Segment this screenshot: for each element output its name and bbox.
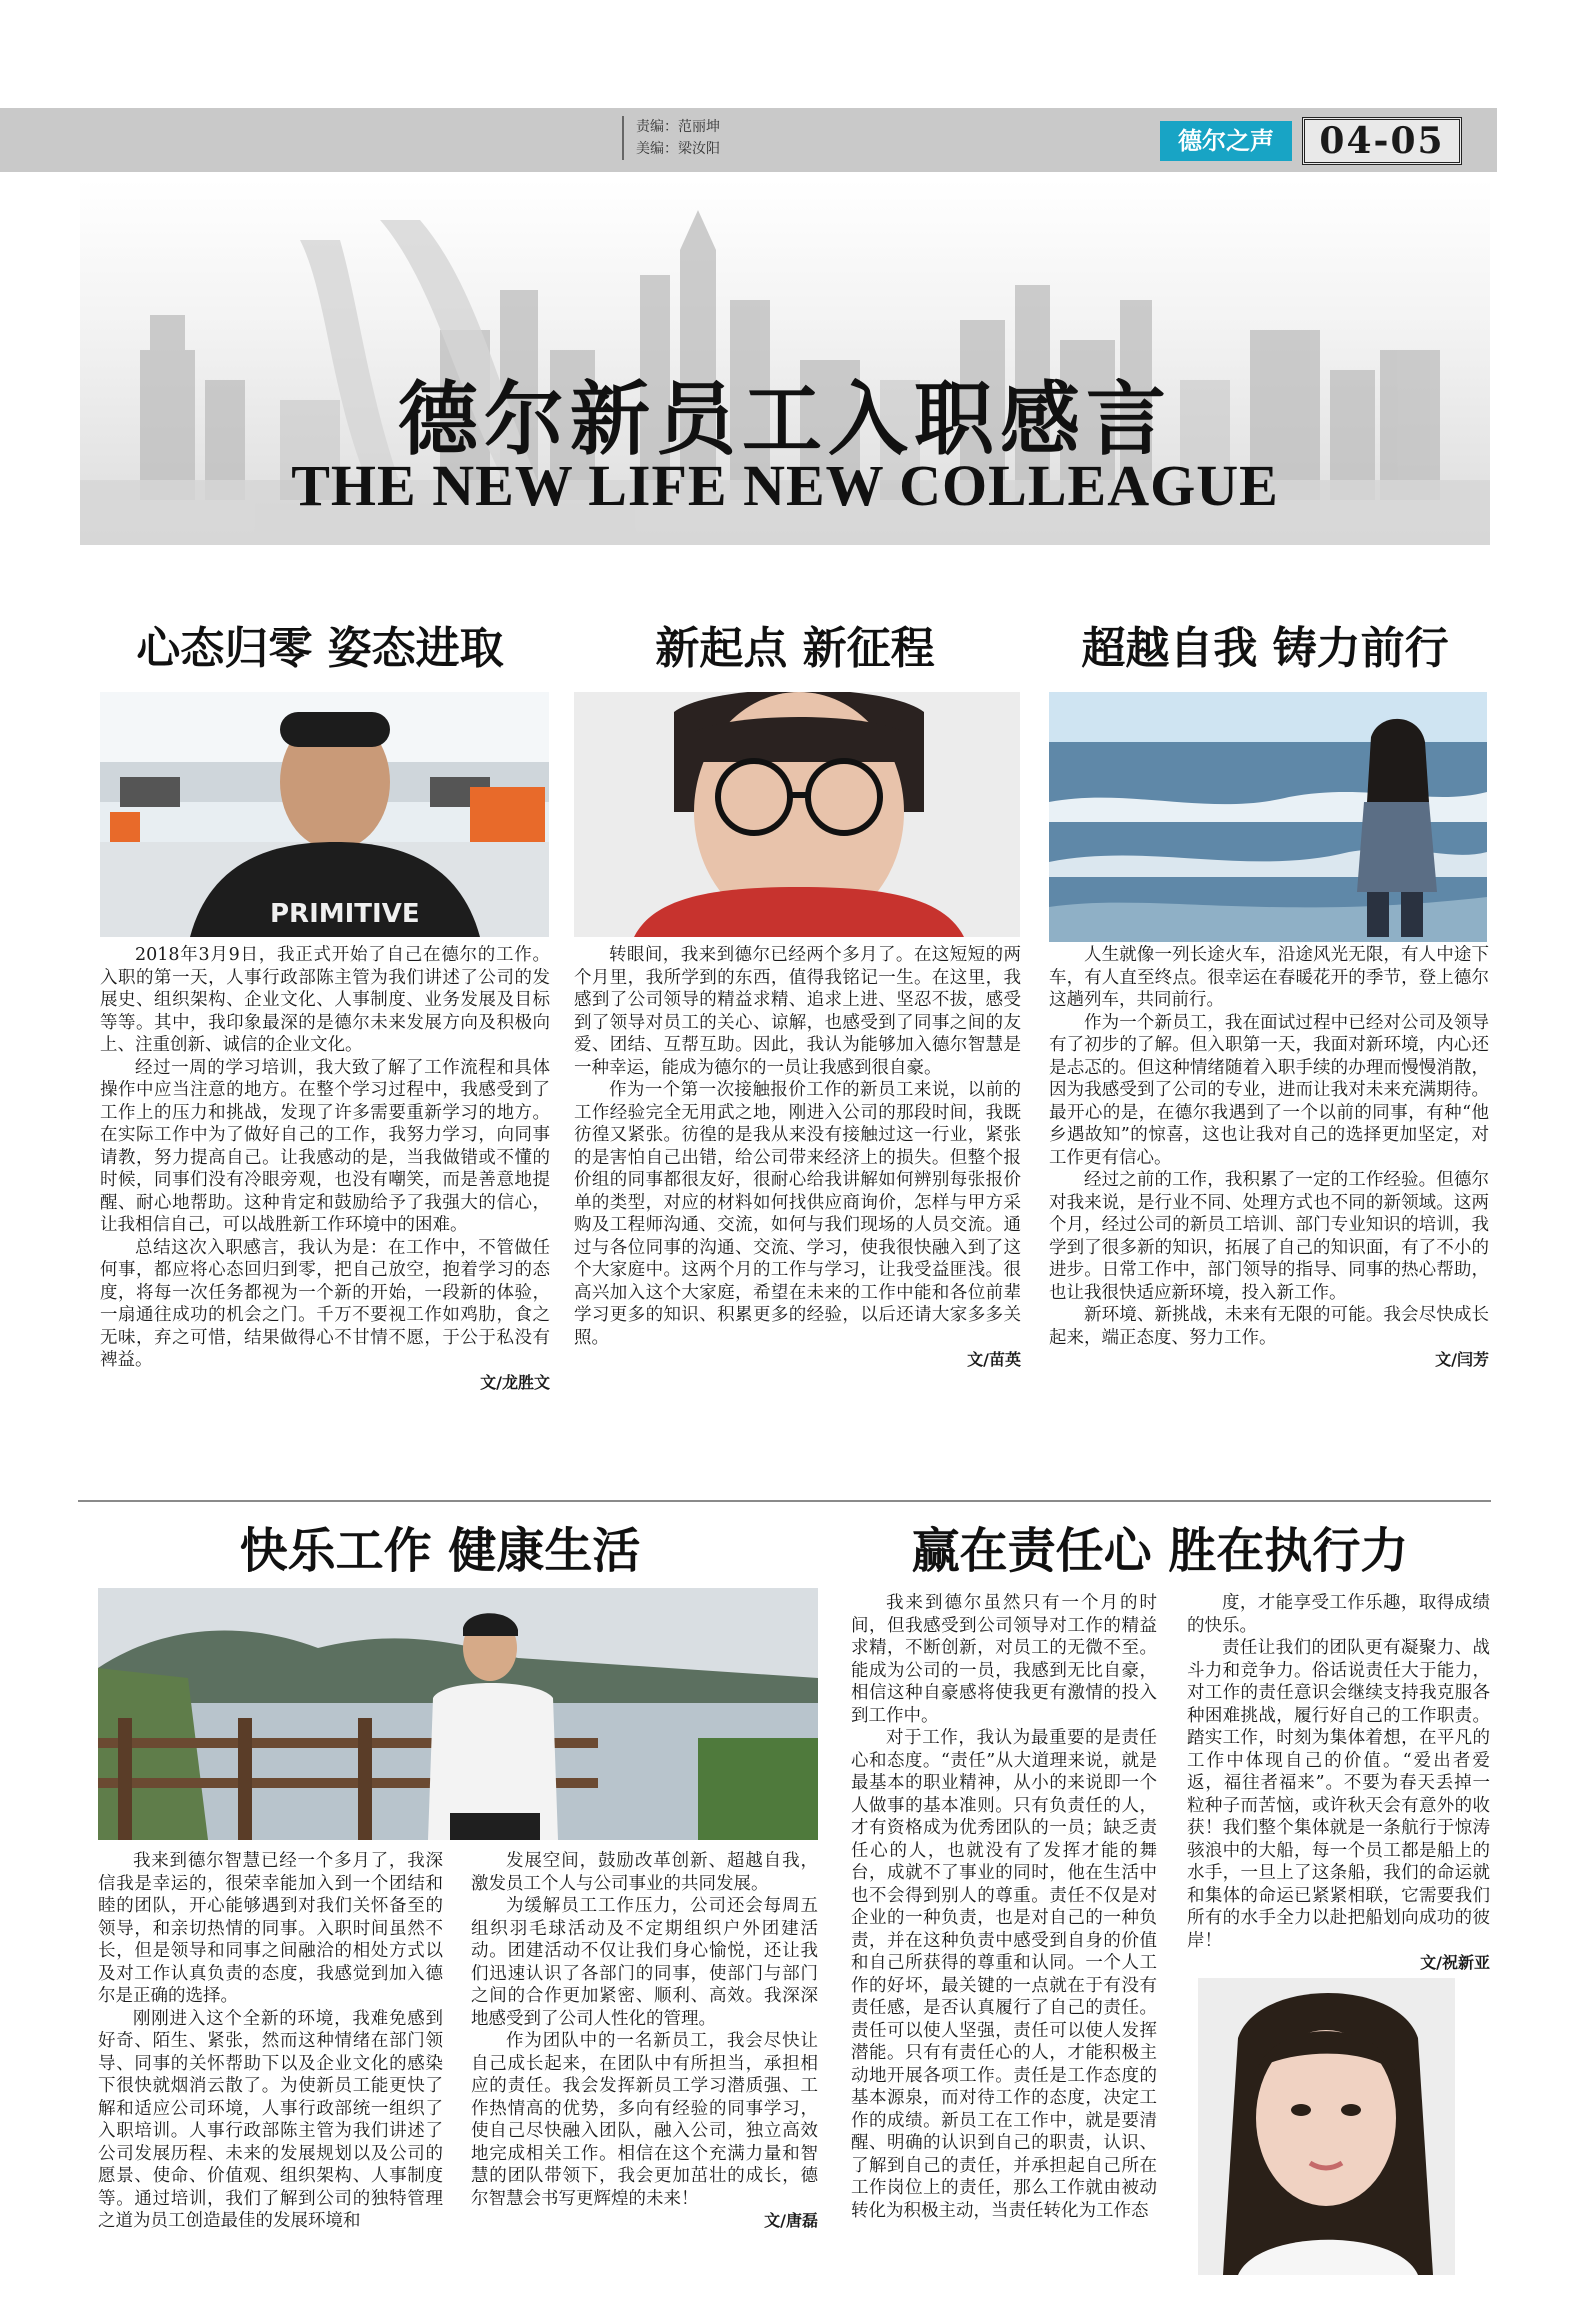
article-3-paragraph: 人生就像一列长途火车，沿途风光无限，有人中途下车，有人直至终点。很幸运在春暖花开的季节，登上德尔这趟列车，共同前行。 [1049, 945, 1489, 1010]
article-5-photo [1198, 1978, 1455, 2275]
article-5-byline: 文/祝新亚 [1420, 1953, 1490, 1972]
article-4-byline: 文/唐磊 [764, 2211, 818, 2230]
article-5-paragraph: 对于工作，我认为最重要的是责任心和态度。“责任”从大道理来说，就是最基本的职业精神，从小的来说即一个人做事的基本准则。只有负责任的人，才有资格成为优秀团队的一员；缺乏责任心的人，也就没有了发挥才能的舞台，成就不了事业的同时，他在生活中也不会得到别人的尊重。责任不仅是对企业的一种负责，也是对自己的一种负责，并在这种负责中感受到自身的价值和自己所获得的尊重和认同。一个人工作的好坏，最关键的一点就在于有没有责任感，是否认真履行了自己的责任。责任可以使人坚强，责任可以使人发挥潜能。只有有责任心的人，才能积极主动地开展各项工作。责任是工作态度的基本源泉，而对待工作的态度，决定工作的成绩。新员工在工作中，就是要清醒、明确的认识到自己的职责，认识、了解到自己的责任，并承担起自己所在工作岗位上的责任，那么工作就由被动转化为积极主动，当责任转化为工作态 [851, 1728, 1157, 2221]
article-1-body [100, 944, 550, 1394]
article-5-paragraph: 度，才能享受工作乐趣，取得成绩的快乐。 [1187, 1593, 1490, 1636]
article-5-body-col2 [1187, 1592, 1490, 1975]
article-1-paragraph: 总结这次入职感言，我认为是：在工作中，不管做任何事，都应将心态回归到零，把自己放空，抱着学习的态度，将每一次任务都视为一个新的开始，一段新的体验，一扇通往成功的机会之门。千万不要视工作如鸡肋，食之无味，弃之可惜，结果做得心不甘情不愿，于公于私没有裨益。 [100, 1237, 550, 1370]
article-2-body [574, 944, 1021, 1372]
article-3-photo [1049, 692, 1487, 942]
article-4-paragraph: 发展空间，鼓励改革创新、超越自我，激发员工个人与公司事业的共同发展。 [471, 1851, 818, 1894]
article-5-headline: 赢在责任心 胜在执行力 [911, 1523, 1409, 1579]
designer-line: 美编：梁汝阳 [636, 141, 720, 157]
editor-credits [622, 116, 720, 160]
article-2-paragraph: 作为一个第一次接触报价工作的新员工来说，以前的工作经验完全无用武之地，刚进入公司的那段时间，我既彷徨又紧张。彷徨的是我从来没有接触过这一行业，紧张的是害怕自己出错，给公司带来经济上的损失。但整个报价组的同事都很友好，很耐心给我讲解如何辨别每张报价单的类型，对应的材料如何找供应商询价，怎样与甲方采购及工程师沟通、交流，如何与我们现场的人员交流。通过与各位同事的沟通、交流、学习，使我很快融入到了这个大家庭中。这两个月的工作与学习，让我受益匪浅。很高兴加入这个大家庭，希望在未来的工作中能和各位前辈学习更多的知识、积累更多的经验，以后还请大家多多关照。 [574, 1080, 1021, 1348]
article-3-paragraph: 经过之前的工作，我积累了一定的工作经验。但德尔对我来说，是行业不同、处理方式也不同的新领域。这两个月，经过公司的新员工培训、部门专业知识的培训，我学到了很多新的知识，拓展了自己的知识面，有了不小的进步。日常工作中，部门领导的指导、同事的热心帮助，也让我很快适应新环境，投入新工作。 [1049, 1170, 1489, 1303]
article-1-byline: 文/龙胜文 [480, 1372, 550, 1392]
article-1-paragraph: 2018年3月9日，我正式开始了自己在德尔的工作。入职的第一天，人事行政部陈主管为我们讲述了公司的发展史、组织架构、企业文化、人事制度、业务发展及目标等等。其中，我印象最深的是德尔未来发展方向及积极向上、注重创新、诚信的企业文化。 [100, 945, 550, 1055]
article-4-paragraph: 刚刚进入这个全新的环境，我难免感到好奇、陌生、紧张，然而这种情绪在部门领导、同事的关怀帮助下以及企业文化的感染下很快就烟消云散了。为使新员工能更快了解和适应公司环境，人事行政部统一组织了入职培训。人事行政部陈主管为我们讲述了公司发展历程、未来的发展规划以及公司的愿景、使命、价值观、组织架构、人事制度等。通过培训，我们了解到公司的独特管理之道为员工创造最佳的发展环境和 [98, 2008, 443, 2231]
article-2-paragraph: 转眼间，我来到德尔已经两个多月了。在这短短的两个月里，我所学到的东西，值得我铭记一生。在这里，我感到了公司领导的精益求精、追求上进、坚忍不拔，感受到了领导对员工的关心、谅解，也感受到了同事之间的友爱、团结、互帮互助。因此，我认为能够加入德尔智慧是一种幸运，能成为德尔的一员让我感到很自豪。 [574, 945, 1021, 1078]
article-4-paragraph: 为缓解员工工作压力，公司还会每周五组织羽毛球活动及不定期组织户外团建活动。团建活动不仅让我们身心愉悦，还让我们迅速认识了各部门的同事，使部门与部门之间的合作更加紧密、顺利、高效。我深深地感受到了公司人性化的管理。 [471, 1896, 818, 2029]
article-3-byline: 文/闫芳 [1435, 1350, 1489, 1369]
banner-title-en: THE NEW LIFE NEW COLLEAGUE [291, 453, 1279, 518]
article-2-photo [574, 692, 1020, 937]
article-2-headline: 新起点 新征程 [655, 623, 935, 674]
article-4-body-col2 [471, 1850, 818, 2233]
article-3-paragraph: 作为一个新员工，我在面试过程中已经对公司及领导有了初步的了解。但入职第一天，我面对新环境，内心还是忐忑的。但这种情绪随着入职手续的办理而慢慢消散，因为我感受到了公司的专业，进而让我对未来充满期待。最开心的是，在德尔我遇到了一个以前的同事，有种“他乡遇故知”的惊喜，这也让我对自己的选择更加坚定，对工作更有信心。 [1049, 1012, 1489, 1168]
section-badge: 德尔之声 [1160, 121, 1292, 161]
article-5-paragraph: 责任让我们的团队更有凝聚力、战斗力和竞争力。俗话说责任大于能力，对工作的责任意识会继续支持我克服各种困难挑战，履行好自己的工作职责。踏实工作，时刻为集体着想，在平凡的工作中体现自己的价值。“爱出者爱返，福往者福来”。不要为春天丢掉一粒种子而苦恼，或许秋天会有意外的收获！我们整个集体就是一条航行于惊涛骇浪中的大船，每一个员工都是船上的水手，一旦上了这条船，我们的命运就和集体的命运已紧紧相联，它需要我们所有的水手全力以赴把船划向成功的彼岸！ [1187, 1638, 1490, 1951]
section-divider [78, 1500, 1491, 1502]
article-4-paragraph: 作为团队中的一名新员工，我会尽快让自己成长起来，在团队中有所担当，承担相应的责任。我会发挥新员工学习潜质强、工作热情高的优势，多向有经验的同事学习，使自己尽快融入团队，融入公司，独立高效地完成相关工作。相信在这个充满力量和智慧的团队带领下，我会更加茁壮的成长，德尔智慧会书写更辉煌的未来！ [471, 2031, 818, 2209]
article-4-headline: 快乐工作 健康生活 [239, 1523, 641, 1579]
article-2-byline: 文/苗英 [967, 1350, 1021, 1369]
article-4-photo [98, 1588, 818, 1840]
article-4-paragraph: 我来到德尔智慧已经一个多月了，我深信我是幸运的，很荣幸能加入到一个团结和睦的团队，开心能够遇到对我们关怀备至的领导，和亲切热情的同事。入职时间虽然不长，但是领导和同事之间融洽的相处方式以及对工作认真负责的态度，我感觉到加入德尔是正确的选择。 [98, 1851, 443, 2006]
article-5-body-col1 [851, 1592, 1157, 2222]
article-1-headline: 心态归零 姿态进取 [136, 623, 504, 674]
banner [80, 180, 1490, 545]
svg-text:PRIMITIVE: PRIMITIVE [270, 899, 420, 929]
article-5-paragraph: 我来到德尔虽然只有一个月的时间，但我感受到公司领导对工作的精益求精，不断创新，对员工的无微不至。能成为公司的一员，我感到无比自豪，相信这种自豪感将使我更有激情的投入到工作中。 [851, 1593, 1157, 1726]
article-3-headline: 超越自我 铸力前行 [1081, 623, 1449, 674]
editor-line: 责编：范丽坤 [636, 119, 720, 135]
article-1-photo [100, 692, 549, 937]
article-3-body [1049, 944, 1489, 1372]
article-4-body-col1 [98, 1850, 443, 2233]
article-3-paragraph: 新环境、新挑战，未来有无限的可能。我会尽快成长起来，端正态度、努力工作。 [1049, 1305, 1489, 1348]
page-number: 04-05 [1302, 117, 1462, 165]
banner-title-cn: 德尔新员工入职感言 [398, 372, 1172, 466]
article-1-paragraph: 经过一周的学习培训，我大致了解了工作流程和具体操作中应当注意的地方。在整个学习过程中，我感受到了工作上的压力和挑战，发现了许多需要重新学习的地方。在实际工作中为了做好自己的工作，我努力学习，向同事请教，努力提高自己。让我感动的是，当我做错或不懂的时候，同事们没有冷眼旁观，也没有嘲笑，而是善意地提醒、耐心地帮助。这种肯定和鼓励给予了我强大的信心，让我相信自己，可以战胜新工作环境中的困难。 [100, 1057, 550, 1235]
